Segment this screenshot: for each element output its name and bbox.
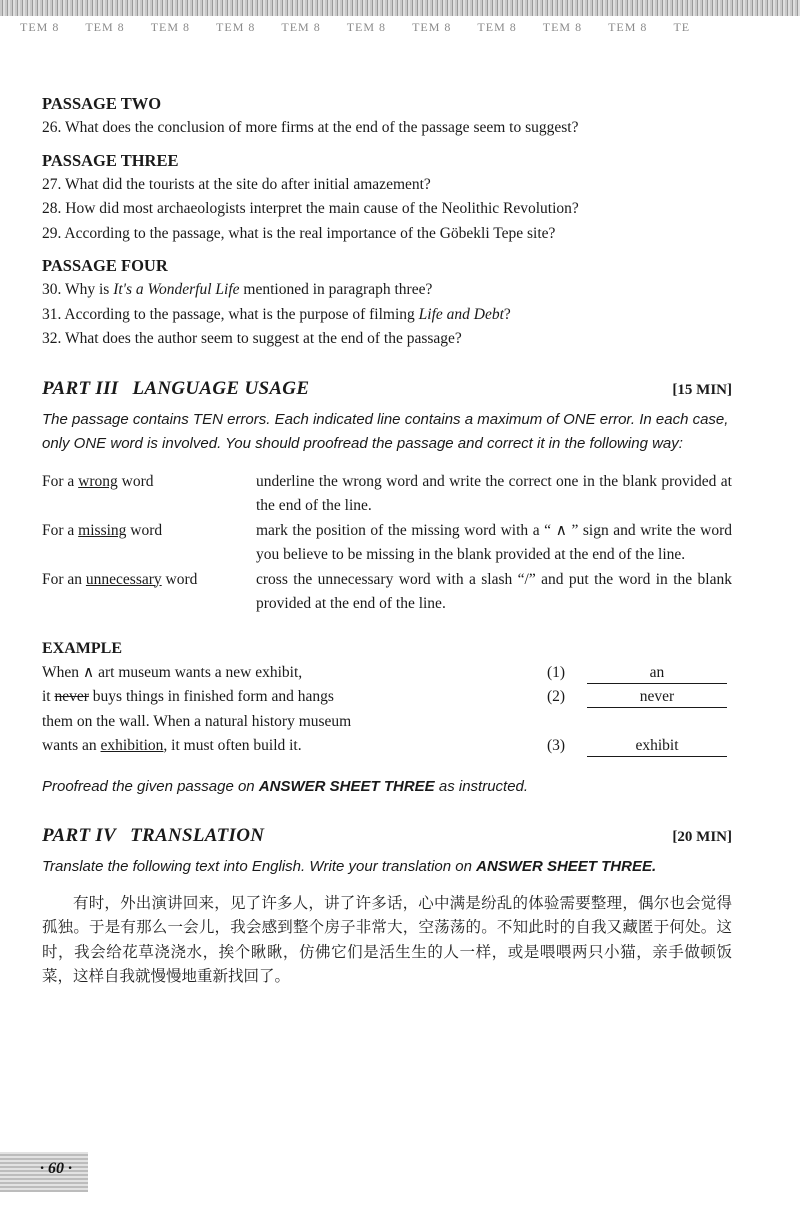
page-number-box — [0, 1152, 88, 1192]
question-27: 27. What did the tourists at the site do after initial amazement? — [42, 175, 431, 193]
question-29: 29. According to the passage, what is the real importance of the Göbekli Tepe site? — [42, 224, 556, 242]
passage-three-section — [42, 149, 732, 247]
rule-label-keyword: missing — [78, 521, 127, 539]
part-3-name: LANGUAGE USAGE — [132, 377, 310, 399]
part-4-instruction — [42, 855, 732, 879]
header-label: TEM 8 — [542, 20, 583, 34]
exam-page-content — [42, 92, 732, 1004]
part-4-minutes: [20 MIN] — [672, 828, 732, 845]
rule-label-text: For a — [42, 472, 79, 490]
example-title: EXAMPLE — [42, 639, 122, 657]
proofread-instruction — [42, 775, 732, 799]
example-line-text: When ∧ art museum wants a new exhibit, — [42, 663, 303, 681]
crossed-word: never — [54, 688, 89, 705]
example-answer-blank: never — [587, 687, 727, 708]
header-label: TEM 8 — [412, 20, 452, 34]
passage-four-title: PASSAGE FOUR — [42, 256, 168, 275]
example-number: (2) — [547, 688, 566, 705]
translation-instruction-text: Translate the following text into English. Write your translation on — [42, 857, 477, 875]
film-title: Life and Debt — [418, 305, 504, 323]
proofread-text: as instructed. — [434, 777, 529, 795]
question-30-text: 30. Why is — [42, 281, 114, 298]
example-number: (3) — [547, 737, 566, 754]
answer-sheet-ref: ANSWER SHEET THREE. — [476, 857, 657, 875]
example-number: (1) — [547, 663, 566, 681]
rule-label — [42, 519, 256, 568]
running-header — [0, 20, 800, 40]
rule-label-keyword: wrong — [78, 472, 118, 490]
marking-rules — [42, 470, 732, 617]
rule-description: cross the unnecessary word with a slash “/” and put the word in the blank provided at the end of the line. — [256, 570, 732, 612]
rule-label-text: word — [161, 570, 198, 588]
question-28: 28. How did most archaeologists interpret the main cause of the Neolithic Revolution? — [42, 200, 579, 217]
rule-label — [42, 568, 256, 617]
question-31-text-end: ? — [503, 305, 511, 323]
example-line-2 — [42, 685, 732, 710]
passage-two-section — [42, 92, 732, 141]
header-label: TE — [673, 20, 691, 34]
rule-label-text: word — [126, 521, 163, 539]
part-3-title — [42, 378, 309, 400]
question-32: 32. What does the author seem to suggest at the end of the passage? — [42, 330, 462, 347]
part-3-heading — [42, 378, 732, 400]
rule-description: mark the position of the missing word with a “ ∧ ” sign and write the word you believe to be missing in the blank provided at the end of the line. — [256, 521, 732, 563]
rule-description: underline the wrong word and write the correct one in the blank provided at the end of the line. — [256, 472, 732, 514]
rule-label-text: For a — [42, 521, 79, 539]
header-decoration — [0, 0, 800, 16]
part-4-title — [42, 825, 264, 847]
underlined-word: exhibition — [100, 737, 164, 754]
example-answer-blank: an — [587, 663, 727, 684]
question-26: 26. What does the conclusion of more firms at the end of the passage seem to suggest? — [42, 119, 579, 136]
passage-four-section — [42, 254, 732, 352]
film-title: It's a Wonderful Life — [113, 281, 240, 298]
header-label: TEM 8 — [477, 20, 517, 34]
question-30 — [42, 278, 732, 303]
header-label: TEM 8 — [150, 20, 191, 34]
example-line-1 — [42, 661, 732, 686]
proofread-text: Proofread the given passage on — [42, 777, 259, 795]
example-block — [42, 661, 732, 759]
header-label: TEM 8 — [216, 20, 256, 34]
header-label: TEM 8 — [346, 20, 387, 34]
rule-wrong-word — [42, 470, 732, 519]
part-4-name: TRANSLATION — [130, 824, 265, 846]
part-4-number: PART IV — [42, 824, 117, 846]
header-label: TEM 8 — [85, 20, 125, 34]
example-line-4 — [42, 734, 732, 759]
answer-sheet-ref: ANSWER SHEET THREE — [258, 777, 435, 795]
example-line-3 — [42, 710, 732, 735]
rule-label-text: word — [117, 472, 154, 490]
header-label: TEM 8 — [281, 20, 321, 34]
question-30-text-end: mentioned in paragraph three? — [239, 281, 433, 298]
passage-three-title: PASSAGE THREE — [42, 150, 179, 170]
passage-two-title: PASSAGE TWO — [42, 94, 162, 113]
header-label: TEM 8 — [20, 20, 60, 34]
part-3-instruction: The passage contains TEN errors. Each indicated line contains a maximum of ONE error. In each case, only ONE word is involved. You should proofread the passage and correct it in the following way: — [42, 410, 729, 452]
rule-missing-word — [42, 519, 732, 568]
header-label: TEM 8 — [608, 20, 648, 34]
rule-label-text: For an — [42, 570, 86, 588]
example-text: buys things in finished form and hangs — [88, 688, 334, 705]
example-text: it — [42, 688, 55, 705]
rule-label — [42, 470, 256, 519]
part-3-minutes: [15 MIN] — [672, 381, 732, 398]
example-line-text — [42, 734, 547, 759]
question-31 — [42, 303, 732, 328]
page-number: · 60 · — [40, 1160, 72, 1177]
example-answer-blank: exhibit — [587, 736, 727, 757]
rule-label-keyword: unnecessary — [85, 570, 162, 588]
example-text: , it must often build it. — [163, 737, 302, 754]
example-line-text: them on the wall. When a natural history museum — [42, 712, 352, 730]
chinese-source-text: 有时，外出演讲回来，见了许多人，讲了许多话，心中满是纷乱的体验需要整理，偶尔也会觉得孤独。于是有那么一会儿，我会感到整个房子非常大，空荡荡的。不知此时的自我又藏匿于何处。这时，我会给花草浇浇水，挨个瞅瞅，仿佛它们是活生生的人一样，或是喂喂两只小猫，亲手做顿饭菜，这样自我就慢慢地重新找回了。 — [42, 893, 732, 985]
question-31-text: 31. According to the passage, what is the purpose of filming — [42, 305, 419, 323]
part-4-heading — [42, 825, 732, 847]
part-3-number: PART III — [42, 377, 119, 399]
rule-unnecessary-word — [42, 568, 732, 617]
example-line-text — [42, 685, 547, 710]
example-text: wants an — [42, 737, 101, 754]
